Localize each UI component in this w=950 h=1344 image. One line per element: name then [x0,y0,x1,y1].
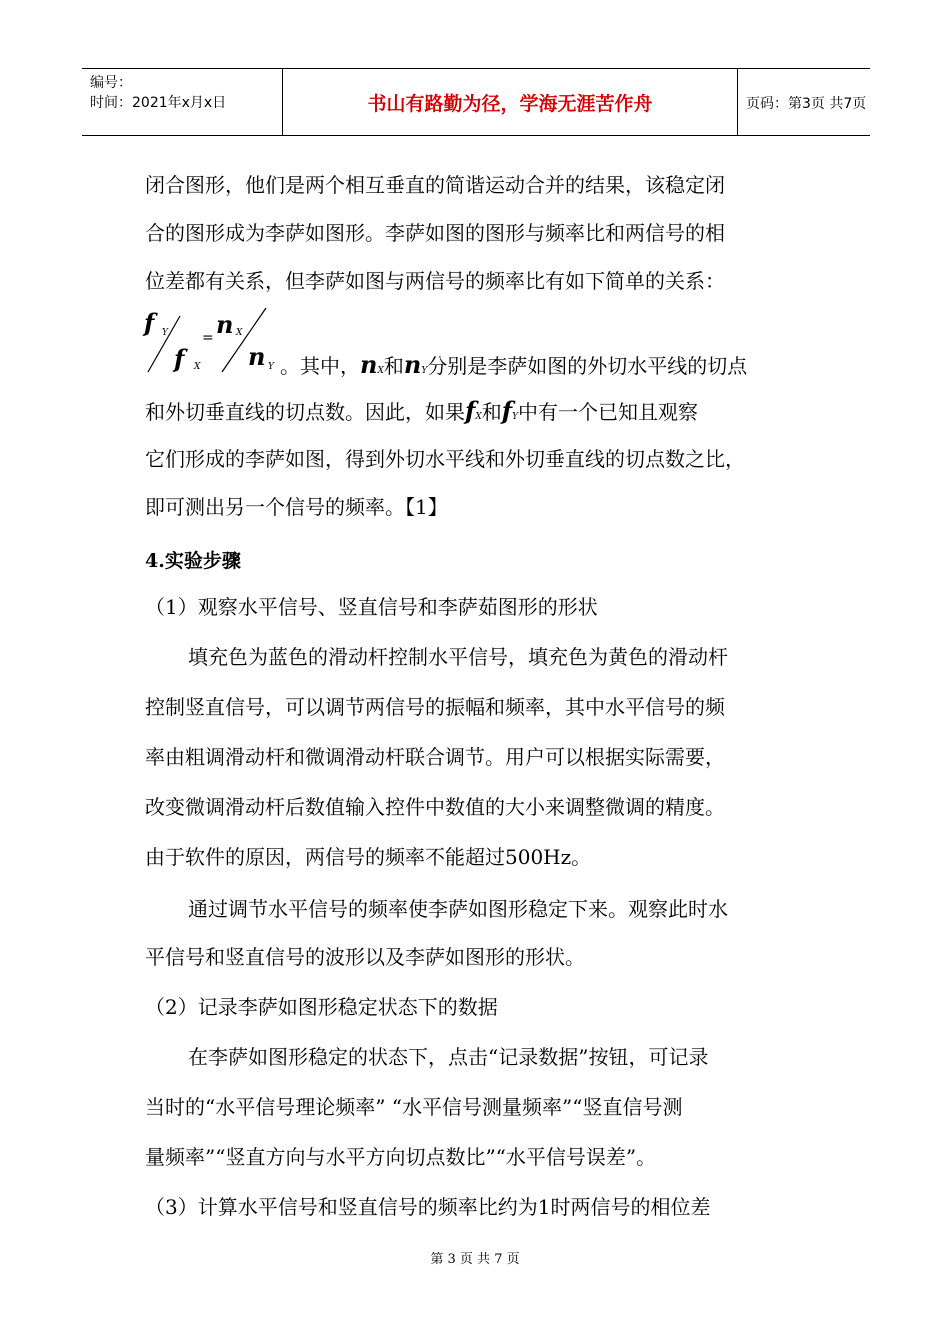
body-line: 控制竖直信号，可以调节两信号的振幅和频率，其中水平信号的频 [145,695,725,719]
formula-sub-y: Y [268,362,274,372]
body-line [145,398,698,430]
symbol-sub-y: Y [421,366,428,376]
symbol-sub-x: X [377,366,384,376]
symbol-f: f [465,396,476,425]
formula-equals: = [202,330,214,346]
formula-n-denominator: n [248,342,266,371]
symbol-f: f [501,396,513,425]
body-line: 合的图形成为李萨如图形。李萨如图的图形与频率比和两信号的相 [145,221,725,245]
page-header [82,68,870,136]
text-fragment: 分别是李萨如图的外切水平线的切点 [427,354,748,378]
body-line: 它们形成的李萨如图，得到外切水平线和外切垂直线的切点数之比， [145,447,745,471]
header-motto: 书山有路勤为径，学海无涯苦作舟 [367,93,653,115]
symbol-sub-y: Y [512,412,519,422]
number-label: 编号： [90,75,132,91]
body-line: 位差都有关系，但李萨如图与两信号的频率比有如下简单的关系： [145,269,725,293]
text-fragment: 和 [383,354,404,378]
time-label: 时间：2021年x月x日 [90,95,227,111]
text-fragment: 和 [481,400,502,424]
body-line: 量频率”“竖直方向与水平方向切点数比”“水平信号误差”。 [145,1145,657,1169]
symbol-n: n [403,350,422,379]
text-fragment: 。其中， [280,354,360,378]
formula-sub-x: X [194,362,201,372]
body-line: 通过调节水平信号的频率使李萨如图形稳定下来。观察此时水 [188,897,728,921]
section-heading: 4.实验步骤 [145,550,241,572]
subsection-heading: （1）观察水平信号、竖直信号和李萨茹图形的形状 [145,595,598,619]
formula-f-denominator: f [174,344,185,373]
formula-f-numerator: f [144,308,155,337]
ratio-formula [140,306,290,376]
body-line: 在李萨如图形稳定的状态下，点击“记录数据”按钮，可记录 [188,1045,709,1069]
text-fragment: 和外切垂直线的切点数。因此，如果 [145,400,465,424]
symbol-n: n [360,350,378,379]
header-right-cell [738,69,870,135]
body-line: 即可测出另一个信号的频率。【1】 [145,495,448,519]
symbol-sub-x: X [475,412,482,422]
header-center-cell [282,69,738,135]
body-line: 由于软件的原因，两信号的频率不能超过500Hz。 [145,845,592,869]
page-footer: 第 3 页 共 7 页 [430,1252,520,1267]
body-line: 当时的“水平信号理论频率” “水平信号测量频率”“竖直信号测 [145,1095,683,1119]
page-info: 页码：第3页 共7页 [746,96,867,112]
subsection-heading: （2）记录李萨如图形稳定状态下的数据 [145,995,498,1019]
body-line: 率由粗调滑动杆和微调滑动杆联合调节。用户可以根据实际需要， [145,745,725,769]
body-line [280,352,747,384]
subsection-heading: （3）计算水平信号和竖直信号的频率比约为1时两信号的相位差 [145,1195,711,1219]
text-fragment: 中有一个已知且观察 [518,400,699,424]
body-line: 闭合图形，他们是两个相互垂直的简谐运动合并的结果，该稳定闭 [145,173,725,197]
formula-n-numerator: n [216,310,234,339]
header-left-cell [82,69,282,135]
formula-sub-x: X [236,328,243,338]
formula-sub-y: Y [162,328,168,338]
body-line: 平信号和竖直信号的波形以及李萨如图形的形状。 [145,945,585,969]
body-line: 填充色为蓝色的滑动杆控制水平信号，填充色为黄色的滑动杆 [188,645,728,669]
body-line: 改变微调滑动杆后数值输入控件中数值的大小来调整微调的精度。 [145,795,725,819]
